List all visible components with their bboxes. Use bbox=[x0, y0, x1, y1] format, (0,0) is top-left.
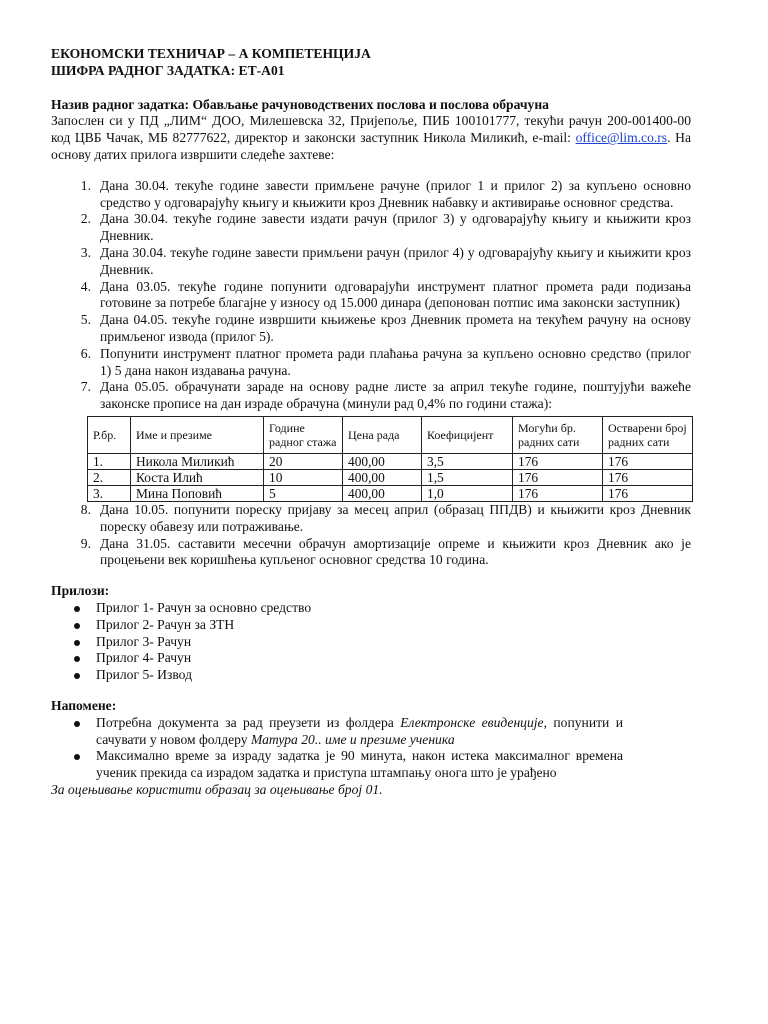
document-body bbox=[51, 46, 691, 799]
attachments-title: Прилози: bbox=[51, 583, 110, 599]
note-text: Потребна документа за рад преузети из фолдера bbox=[96, 714, 401, 730]
column-header: Могући бр. радних сати bbox=[513, 416, 603, 453]
task-text: Дана 30.04. текуће године завести примљени рачун (прилог 4) у одговарајућу књигу и књижити кроз Дневник. bbox=[100, 244, 691, 277]
header-line-2: ШИФРА РАДНОГ ЗАДАТКА: ЕТ-А01 bbox=[51, 62, 285, 78]
grading-footer bbox=[51, 782, 691, 799]
task-number: 3. bbox=[80, 244, 91, 260]
task-item bbox=[51, 312, 691, 346]
new-folder-name: Матура 20.. име и презиме ученика bbox=[250, 731, 455, 747]
task-number: 7. bbox=[80, 379, 91, 395]
table-cell: 3,5 bbox=[422, 453, 513, 469]
email-link[interactable]: office@lim.co.rs bbox=[575, 130, 668, 146]
table-cell: Никола Миликић bbox=[131, 453, 264, 469]
table-cell: 176 bbox=[513, 469, 603, 485]
table-cell: 400,00 bbox=[343, 485, 422, 501]
task-text: Дана 10.05. попунити пореску пријаву за месец април (образац ППДВ) и књижити кроз Дневник пореску обавезу или потраживање. bbox=[100, 501, 691, 534]
task-text: Дана 30.04. текуће године завести примљене рачуне (прилог 1 и прилог 2) за купљено основно средство у одговарајућу књигу и књижити кроз Дневник набавку и активирање основног средства. bbox=[100, 177, 691, 210]
table-cell: Мина Поповић bbox=[131, 485, 264, 501]
table-cell: 176 bbox=[513, 453, 603, 469]
table-row bbox=[88, 485, 693, 501]
note-item: Максимално време за израду задатка је 90 минута, након истека максималног времена ученик прекида са израдом задатка и приступа штампању онога што је урађено bbox=[51, 748, 623, 782]
task-number: 2. bbox=[80, 211, 91, 227]
table-cell: 176 bbox=[603, 453, 693, 469]
task-title: Назив радног задатка: Обављање рачуноводствених послова и послова обрачуна bbox=[51, 96, 549, 112]
task-text: Дана 05.05. обрачунати зараде на основу радне листе за април текуће године, поштујући важеће законске прописе на дан израде обрачуна (минули рад 0,4% по години стажа): bbox=[100, 379, 691, 412]
task-item bbox=[51, 346, 691, 380]
table-cell: 3. bbox=[88, 485, 131, 501]
note-item bbox=[51, 715, 623, 749]
grading-note: За оцењивање користити образац за оцењивање број 01. bbox=[51, 781, 383, 797]
folder-name: Електронске евиденције bbox=[400, 714, 544, 730]
task-item bbox=[51, 245, 691, 279]
attachments-list bbox=[51, 600, 691, 684]
task-number: 9. bbox=[80, 535, 91, 551]
list-item: Прилог 4- Рачун bbox=[51, 650, 691, 667]
task-item bbox=[51, 379, 691, 413]
task-item bbox=[51, 178, 691, 212]
table-cell: 176 bbox=[603, 485, 693, 501]
table-cell: 2. bbox=[88, 469, 131, 485]
task-item bbox=[51, 279, 691, 313]
intro-text: Запослен си у ПД „ЛИМ“ ДОО, Милешевска 32, Пријепоље, ПИБ 100101777, текући рачун 200-001400-00 код ЦВБ Чачак, МБ 82777622, директор и законски заступник Никола Миликић, e-mail: bbox=[51, 113, 691, 146]
list-item: Прилог 1- Рачун за основно средство bbox=[51, 600, 691, 617]
list-item: Прилог 2- Рачун за ЗТН bbox=[51, 617, 691, 634]
table-cell: 400,00 bbox=[343, 453, 422, 469]
payroll-table bbox=[87, 416, 693, 502]
table-cell: 176 bbox=[513, 485, 603, 501]
table-header-row bbox=[88, 416, 693, 453]
intro-text-end: . На основу датих прилога извршити следеће захтеве: bbox=[51, 130, 691, 162]
task-number: 5. bbox=[80, 312, 91, 328]
table-cell: 400,00 bbox=[343, 469, 422, 485]
task-text: Дана 30.04. текуће године завести издати рачун (прилог 3) у одговарајућу књигу и књижити кроз Дневник. bbox=[100, 211, 691, 244]
table-cell: 176 bbox=[603, 469, 693, 485]
table-row bbox=[88, 469, 693, 485]
task-item bbox=[51, 536, 691, 570]
header-line-1: ЕКОНОМСКИ ТЕХНИЧАР – А КОМПЕТЕНЦИЈА bbox=[51, 46, 371, 61]
task-item bbox=[51, 502, 691, 536]
column-header: Коефицијент bbox=[422, 416, 513, 453]
column-header: Цена рада bbox=[343, 416, 422, 453]
table-cell: 1,0 bbox=[422, 485, 513, 501]
list-item: Прилог 3- Рачун bbox=[51, 634, 691, 651]
column-header: Име и презиме bbox=[131, 416, 264, 453]
table-cell: 10 bbox=[264, 469, 343, 485]
notes-title: Напомене: bbox=[51, 697, 117, 713]
column-header: Остварени број радних сати bbox=[603, 416, 693, 453]
column-header: Године радног стажа bbox=[264, 416, 343, 453]
table-cell: 1,5 bbox=[422, 469, 513, 485]
notes-list bbox=[51, 715, 623, 782]
intro-paragraph bbox=[51, 113, 691, 163]
task-text: Дана 03.05. текуће године попунити одговарајући инструмент платног промета ради подизања готовине за потребе благајне у износу од 15.000 динара (депонован потпис има законски заступник) bbox=[100, 278, 691, 311]
list-item: Прилог 5- Извод bbox=[51, 667, 691, 684]
task-item bbox=[51, 211, 691, 245]
task-number: 4. bbox=[80, 278, 91, 294]
table-row bbox=[88, 453, 693, 469]
task-list-continued bbox=[51, 502, 691, 569]
task-number: 8. bbox=[80, 501, 91, 517]
table-cell: 1. bbox=[88, 453, 131, 469]
table-cell: 5 bbox=[264, 485, 343, 501]
task-number: 1. bbox=[80, 177, 91, 193]
table-cell: 20 bbox=[264, 453, 343, 469]
task-text: Дана 31.05. саставити месечни обрачун амортизације опреме и књижити кроз Дневник ако је процењени век коришћења купљеног основног средства 10 година. bbox=[100, 535, 691, 568]
task-text: Дана 04.05. текуће године извршити књижење кроз Дневник промета на текућем рачуну на основу примљеног извода (прилог 5). bbox=[100, 312, 691, 344]
task-list bbox=[51, 178, 691, 413]
column-header: Р.бр. bbox=[88, 416, 131, 453]
task-text: Попунити инструмент платног промета ради плаћања рачуна за купљено основно средство (прилог 1) 5 дана након издавања рачуна. bbox=[100, 345, 691, 378]
task-number: 6. bbox=[80, 345, 91, 361]
table-cell: Коста Илић bbox=[131, 469, 264, 485]
note-text: , попунити и сачувати у новом фолдеру bbox=[96, 714, 623, 747]
